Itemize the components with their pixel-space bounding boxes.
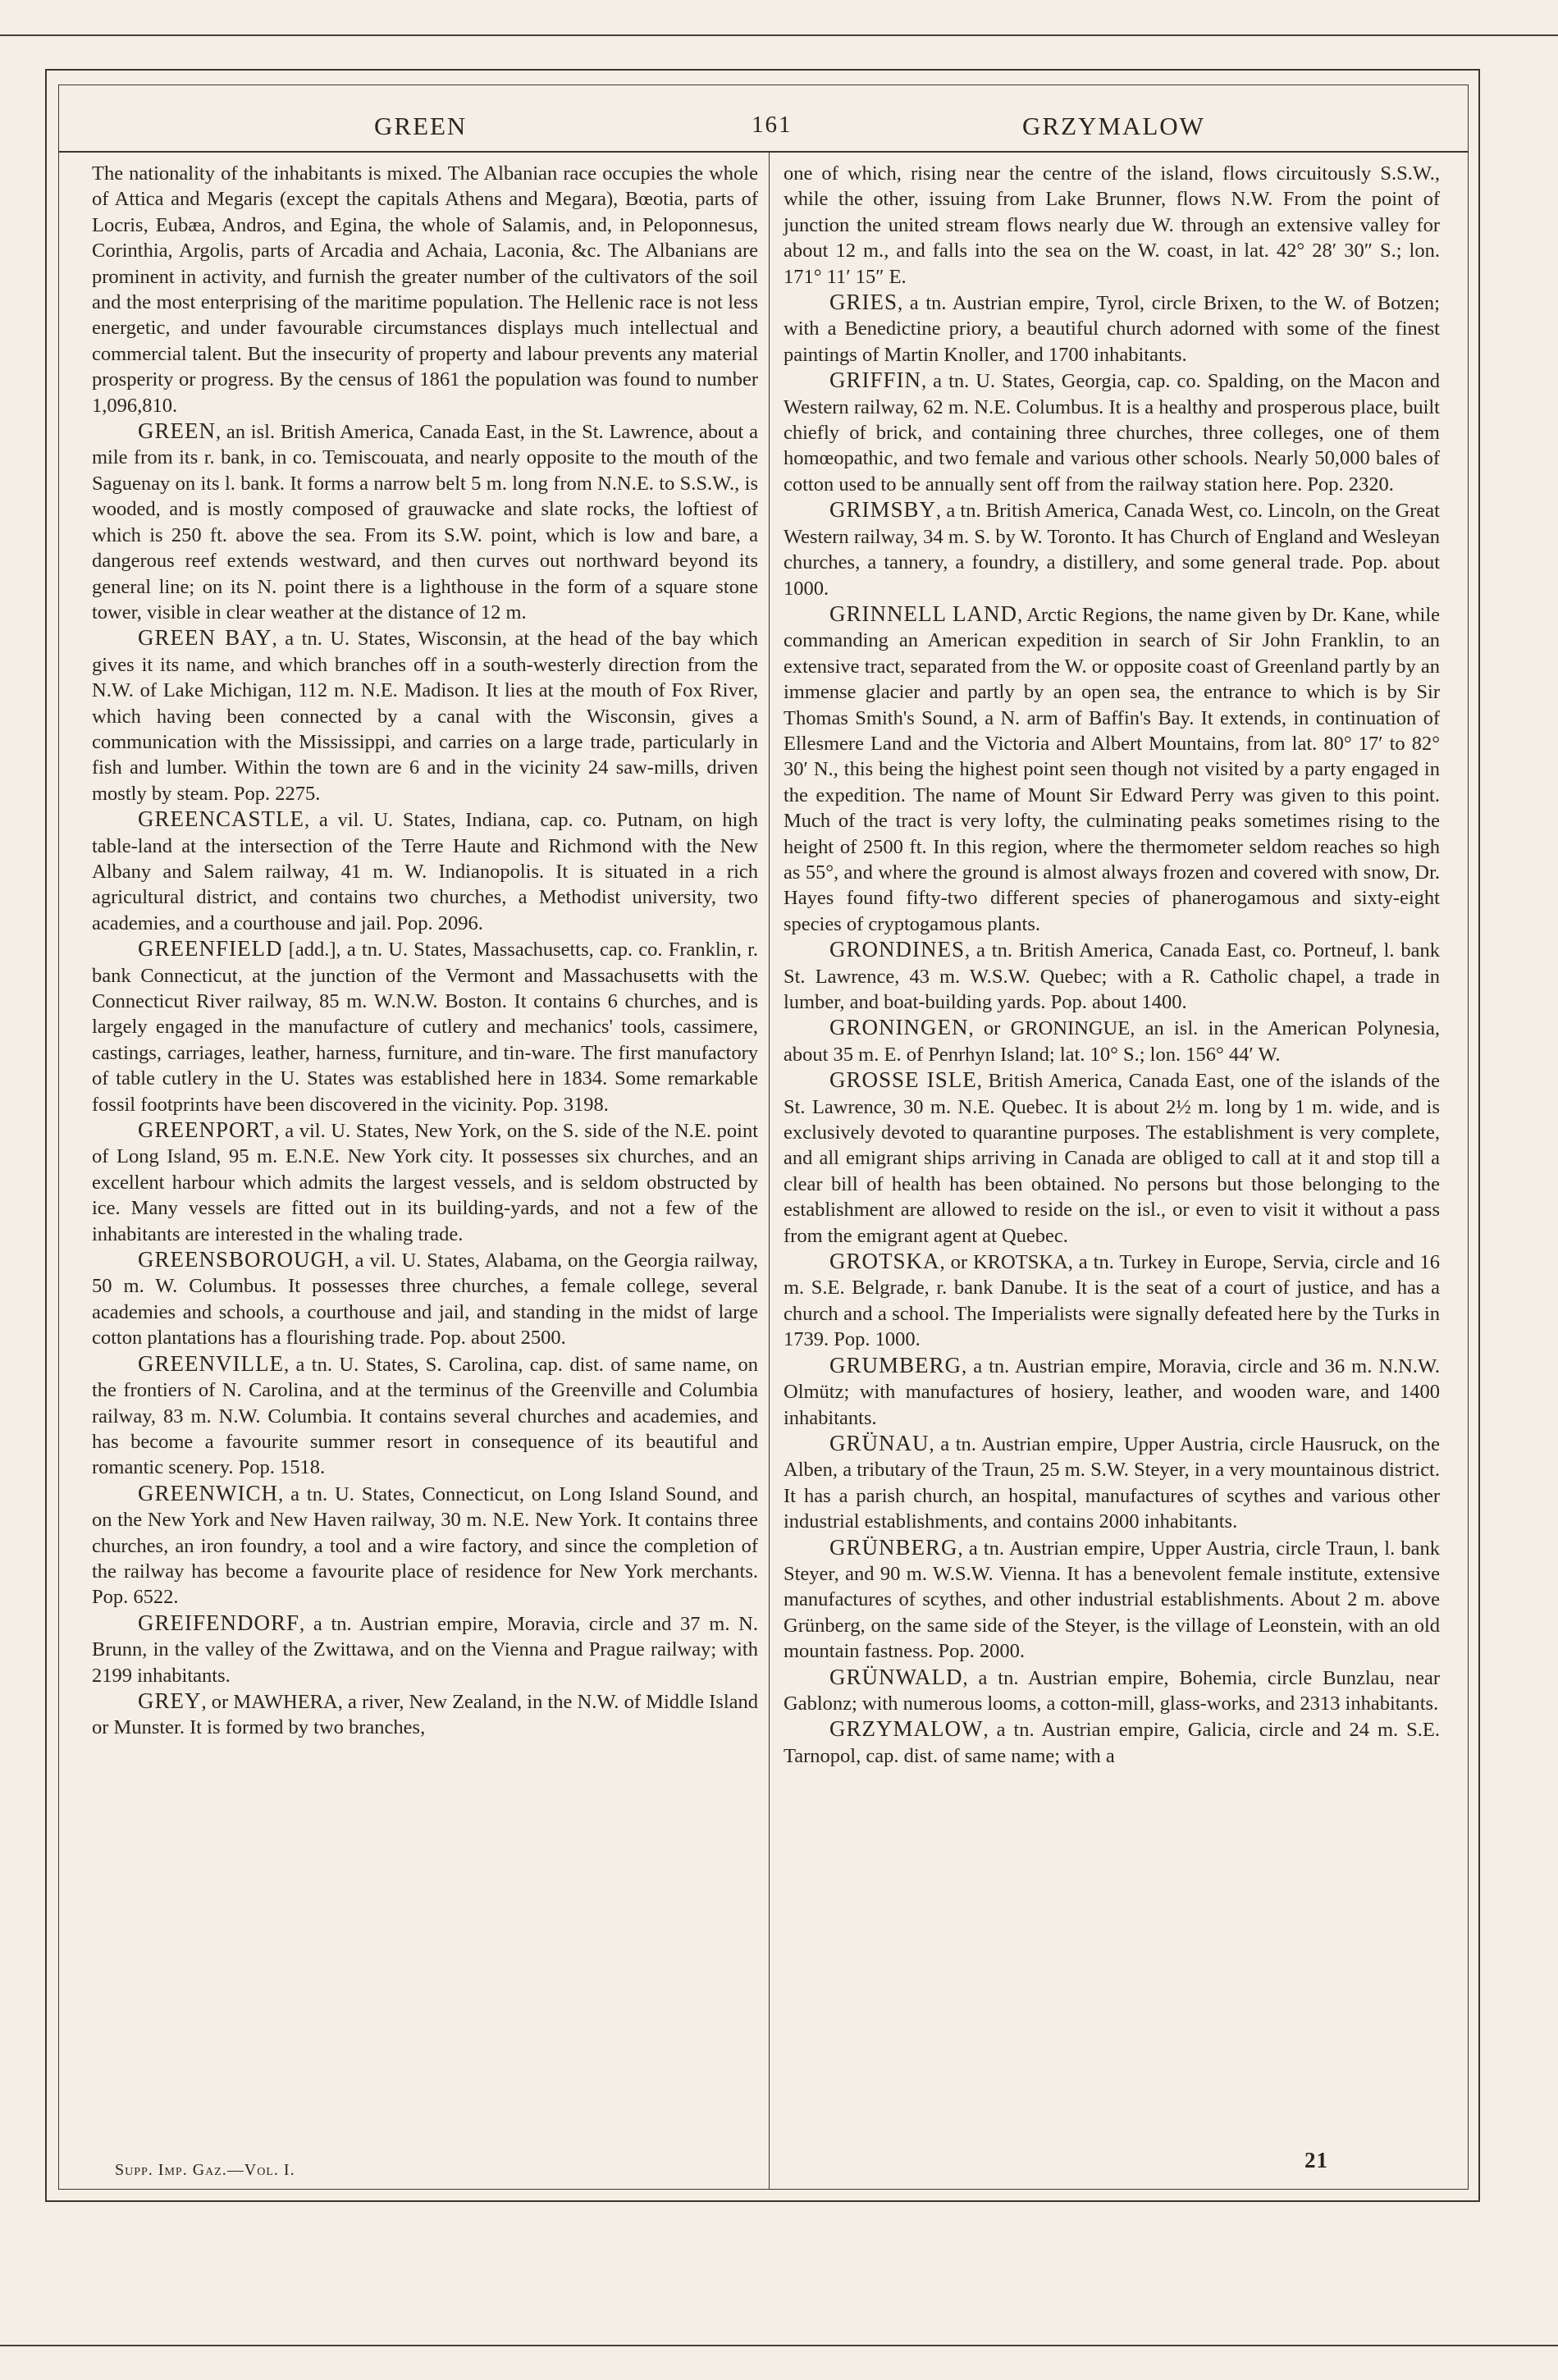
entry-text: , British America, Canada East, one of the islands of the St. Lawrence, 30 m. N.E. Quebec. It is about 2½ m. long by 1 m. wide, and is exclusively devoted to quarantine purposes. The establishment is very complete, and all emigrant ships arriving in Canada are obliged to call at it and stop till a clear bill of health has been obtained. No persons but those belonging to the establishment are allowed to reside on the isl., or even to visit it without a pass from the emigrant agent at Quebec. [784,1070,1440,1247]
entry-text: , a tn. Austrian empire, Upper Austria, circle Traun, l. bank Steyer, and 90 m. W.S.W. Vienna. It has a benevolent female institute, extensive manufactures of scythes, and other industrial establishments. About 2 m. above Grünberg, on the same side of the Steyer, is the village of Leonstein, with an old mountain fastness. Pop. 2000. [784,1537,1440,1663]
entry [784,1249,1440,1353]
entry-headword: GREENPORT [138,1117,275,1143]
entry [92,1247,758,1351]
entry-text: , a tn. Austrian empire, Tyrol, circle Brixen, to the W. of Botzen; with a Benedictine priory, a beautiful church adorned with some of the finest paintings of Martin Knoller, and 1700 inhabitants. [784,292,1440,366]
entry-text: , Arctic Regions, the name given by Dr. Kane, while commanding an American expedition in search of Sir John Franklin, to an extensive tract, separated from the W. or opposite coast of Greenland partly by an immense glacier and partly by an open sea, the entrance to which is by Sir Thomas Smith's Sound, a N. arm of Baffin's Bay. It extends, in continuation of Ellesmere Land and the Victoria and Albert Mountains, from lat. 80° 17′ to 82° 30′ N., this being the highest point seen though not visited by a party engaged in the expedition. The name of Mount Sir Edward Perry was given to this point. Much of the tract is very lofty, the culminating peaks sometimes rising to the height of 2500 ft. In this region, where the thermometer seldom reaches so high as 55°, and where the ground is almost always frozen and covered with snow, Dr. Hayes found fifty-two different species of phanerogamous and sixty-eight species of cryptogamous plants. [784,603,1440,935]
entry-text: , a vil. U. States, New York, on the S. side of the N.E. point of Long Island, 95 m. E.N.E. New York city. It possesses six churches, and an excellent harbour which admits the largest vessels, and is seldom obstructed by ice. Many vessels are fitted out in its building-yards, and not a few of the inhabitants are interested in the whaling trade. [92,1120,758,1245]
right-column [784,161,1440,1769]
entry-text: [add.], a tn. U. States, Massachusetts, cap. co. Franklin, r. bank Connecticut, at the junction of the Vermont and Massachusetts with the Connecticut River railway, 85 m. W.N.W. Boston. It contains 6 churches, and is largely engaged in the manufacture of cutlery and mechanics' tools, cassimere, castings, carriages, leather, harness, furniture, and tin-ware. The first manufactory of table cutlery in the U. States was established here in 1834. Some remarkable fossil footprints have been discovered in the vicinity. Pop. 3198. [92,939,758,1116]
entry [784,368,1440,497]
entry-headword: GRÜNAU [829,1430,930,1455]
entry-text: , a tn. U. States, Connecticut, on Long Island Sound, and on the New York and New Haven railway, 30 m. N.E. New York. It contains three churches, an iron foundry, a tool and a wire factory, and since the completion of the railway has become a favourite place of residence for New York merchants. Pop. 6522. [92,1482,758,1609]
entry [784,1431,1440,1535]
entry-headword: GROTSKA [829,1249,940,1274]
entry [784,1716,1440,1769]
entry-headword: GREENWICH [138,1480,278,1505]
entry-headword: GREIFENDORF [138,1610,300,1635]
entry [92,625,758,806]
entry-text: , a tn. Austrian empire, Galicia, circle and 24 m. S.E. Tarnopol, cap. dist. of same name; with a [784,1719,1440,1767]
left-column [92,161,758,1741]
entry [92,1117,758,1247]
footer-signature: Supp. Imp. Gaz.—Vol. I. [115,2161,295,2179]
entry [784,601,1440,937]
entry [784,1665,1440,1717]
entry [92,161,758,418]
entry-headword: GRUMBERG [829,1352,962,1377]
entry-headword: GRIMSBY [829,497,937,523]
entry [92,806,758,936]
top-rule [0,34,1558,36]
entry-headword: GRÜNWALD [829,1664,963,1689]
running-header [58,102,1469,151]
header-rule [58,151,1469,153]
entry-headword: GRZYMALOW [829,1716,984,1742]
entry [784,937,1440,1015]
entry-text: , or GRONINGUE, an isl. in the American Polynesia, about 35 m. E. of Penrhyn Island; lat. 10° S.; lon. 156° 44′ W. [784,1017,1440,1066]
entry-text: , a vil. U. States, Alabama, on the Georgia railway, 50 m. W. Columbus. It possesses three churches, a female college, several academies and schools, a courthouse and jail, and standing in the midst of large cotton plantations has a flourishing trade. Pop. about 2500. [92,1249,758,1350]
entry [784,1067,1440,1249]
entry [92,1481,758,1610]
entry-headword: GRIES [829,290,898,315]
entry-text: , a tn. U. States, S. Carolina, cap. dist. of same name, on the frontiers of N. Carolina, and at the terminus of the Greenville and Columbia railway, 83 m. N.W. Columbia. It contains several churches and academies, and has become a favourite summer resort in consequence of its beautiful and romantic scenery. Pop. 1518. [92,1353,758,1479]
entry-text: , a tn. Austrian empire, Bohemia, circle Bunzlau, near Gablonz; with numerous looms, a cotton-mill, glass-works, and 2313 inhabitants. [784,1666,1440,1715]
entry-text: , a tn. Austrian empire, Moravia, circle and 37 m. N. Brunn, in the valley of the Zwittawa, and on the Vienna and Prague railway; with 2199 inhabitants. [92,1612,758,1687]
entry [784,497,1440,601]
entry-headword: GREY [138,1688,202,1713]
entry-headword: GROSSE ISLE [829,1067,977,1093]
entry-text: The nationality of the inhabitants is mixed. The Albanian race occupies the whole of Attica and Megaris (except the capitals Athens and Megara), Bœotia, parts of Locris, Eubæa, Andros, and Egina, the whole of Salamis, and, in Peloponnesus, Corinthia, Argolis, parts of Arcadia and Achaia, Laconia, &c. The Albanians are prominent in activity, and furnish the greater number of the cultivators of the soil and the most enterprising of the maritime population. The Hellenic race is not less energetic, and under favourable circumstances displays much intellectual and commercial talent. But the insecurity of property and labour prevents any material prosperity or progress. By the census of 1861 the population was found to number 1,096,810. [92,162,758,417]
entry [92,1688,758,1741]
entry-headword: GREENVILLE [138,1350,284,1376]
entry-text: , a tn. British America, Canada West, co. Lincoln, on the Great Western railway, 34 m. S. by W. Toronto. It has Church of England and Wesleyan churches, a tannery, a foundry, a distillery, and some general trade. Pop. about 1000. [784,500,1440,600]
column-divider [769,153,770,2190]
entry [784,1015,1440,1067]
entry-text: one of which, rising near the centre of the island, flows circuitously S.S.W., while the other, issuing from Lake Brunner, flows N.W. From the point of junction the united stream flows nearly due W. through an extensive valley for about 12 m., and falls into the sea on the W. coast, in lat. 42° 28′ 30″ S.; lon. 171° 11′ 15″ E. [784,162,1440,288]
entry-headword: GRÜNBERG [829,1534,958,1560]
entry-text: , a vil. U. States, Indiana, cap. co. Putnam, on high table-land at the intersection of the Terre Haute and Richmond with the New Albany and Salem railway, 41 m. W. Indianopolis. It is situated in a rich agricultural district, and contains two churches, a Methodist university, two academies, and a courthouse and jail. Pop. 2096. [92,809,758,934]
entry-text: , an isl. British America, Canada East, in the St. Lawrence, about a mile from its r. bank, in co. Temiscouata, and nearly opposite to the mouth of the Saguenay on its l. bank. It forms a narrow belt 5 m. long from N.N.E. to S.S.W., is wooded, and is mostly composed of grauwacke and slate rocks, the loftiest of which is 250 ft. above the sea. From its S.W. point, which is low and bare, a dangerous reef extends westward, and then curves out northward beyond its general line; on its N. point there is a lighthouse in the form of a square stone tower, visible in clear weather at the distance of 12 m. [92,421,758,624]
entry-headword: GRONDINES [829,937,966,962]
entry-headword: GRIFFIN [829,368,922,393]
entry-text: , or KROTSKA, a tn. Turkey in Europe, Servia, circle and 16 m. S.E. Belgrade, r. bank Danube. It is the seat of a court of justice, and has a church and a school. The Imperialists were signally defeated here by the Turks in 1739. Pop. 1000. [784,1251,1440,1351]
entry-headword: GRINNELL LAND [829,601,1018,626]
entry-headword: GRONINGEN [829,1015,969,1040]
header-left-word: GREEN [374,112,468,140]
footer-sheet-number: 21 [1304,2148,1328,2172]
entry-headword: GREENFIELD [138,936,283,962]
entry [92,1610,758,1688]
entry-text: , or MAWHERA, a river, New Zealand, in the N.W. of Middle Island or Munster. It is formed by two branches, [92,1690,758,1739]
header-right-word: GRZYMALOW [1022,112,1205,140]
entry [92,1351,758,1481]
entry [784,1535,1440,1665]
entry-headword: GREEN BAY [138,625,272,651]
entry [784,290,1440,368]
entry-headword: GREENSBOROUGH [138,1247,345,1272]
entry [92,418,758,625]
entry-headword: GREENCASTLE [138,806,304,832]
bottom-rule [0,2345,1558,2346]
entry [784,1353,1440,1431]
entry [92,936,758,1117]
entry [784,161,1440,290]
entry-text: , a tn. Austrian empire, Upper Austria, circle Hausruck, on the Alben, a tributary of the Traun, 25 m. S.W. Steyer, in a very mountainous district. It has a parish church, an hospital, manufactures of scythes and various other industrial establishments, and contains 2000 inhabitants. [784,1432,1440,1533]
entry-text: , a tn. U. States, Georgia, cap. co. Spalding, on the Macon and Western railway, 62 m. N.E. Columbus. It is a healthy and prosperous place, built chiefly of brick, and containing three churches, three colleges, one of them homœopathic, and two female and various other schools. Nearly 50,000 bales of cotton used to be annually sent off from the railway station here. Pop. 2320. [784,370,1440,496]
entry-headword: GREEN [138,418,216,444]
page-number: 161 [752,112,793,138]
entry-text: , a tn. Austrian empire, Moravia, circle and 36 m. N.N.W. Olmütz; with manufactures of hosiery, leather, and wooden ware, and 1400 inhabitants. [784,1354,1440,1429]
entry-text: , a tn. British America, Canada East, co. Portneuf, l. bank St. Lawrence, 43 m. W.S.W. Quebec; with a R. Catholic chapel, a trade in lumber, and boat-building yards. Pop. about 1400. [784,939,1440,1013]
entry-text: , a tn. U. States, Wisconsin, at the head of the bay which gives it its name, and which branches off in a south-westerly direction from the N.W. of Lake Michigan, 112 m. N.E. Madison. It lies at the mouth of Fox River, which having been connected by a canal with the Wisconsin, gives a communication with the Mississippi, and carries on a large trade, particularly in fish and lumber. Within the town are 6 and in the vicinity 24 saw-mills, driven mostly by steam. Pop. 2275. [92,628,758,805]
